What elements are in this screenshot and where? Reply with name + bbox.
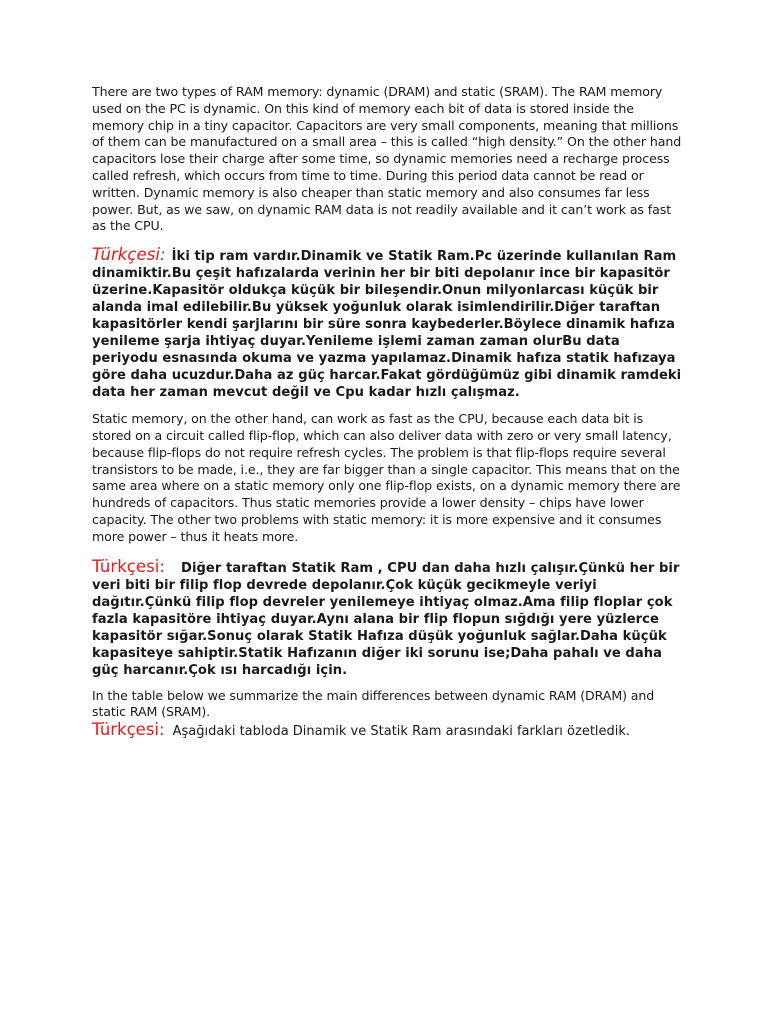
- english-paragraph-2: Static memory, on the other hand, can work as fast as the CPU, because each data bit is stored on a circuit called flip-flop, which can also deliver data with zero or very small latency, because flip-flops do not require refresh cycles. The problem is that flip-flops require several transistors to be made, i.e., they are far bigger than a single capacitor. This means that on the same area where on a static memory only one flip-flop exists, on a dynamic memory there are hundreds of capacitors. Thus static memories provide a lower density – chips have lower capacity. The other two problems with static memory: it is more expensive and it consumes more power – thus it heats more.: [92, 411, 681, 544]
- turkish-paragraph-2: [92, 558, 682, 679]
- turkish-text: Aşağıdaki tabloda Dinamik ve Statik Ram arasındaki farkları özetledik.: [172, 724, 631, 740]
- turkish-paragraph-1: [92, 246, 682, 401]
- turkish-label: Türkçesi:: [92, 556, 166, 576]
- document-page: [92, 84, 682, 740]
- turkish-label: Türkçesi:: [92, 720, 165, 740]
- turkish-text: Diğer taraftan Statik Ram , CPU dan daha hızlı çalışır.Çünkü her bir veri biti bir filip flop devrede depolanır.Çok küçük gecikmeyle veriyi dağıtır.Çünkü filip flop devreler yenilemeye ihtiyaç olmaz.Ama filip floplar çok fazla kapasitöre ihtiyaç duyar.Aynı alana bir flip flopun sığdığı yere yüzlerce kapasitör sığar.Sonuç olarak Statik Hafıza düşük yoğunluk sağlar.Daha küçük kapasiteye sahiptir.Statik Hafızanın diğer iki sorunu ise;Daha pahalı ve daha güç harcanır.Çok ısı harcadığı için.: [92, 560, 680, 678]
- english-paragraph-3: In the table below we summarize the main differences between dynamic RAM (DRAM) and static RAM (SRAM).: [92, 687, 655, 720]
- turkish-label: Türkçesi:: [92, 245, 166, 265]
- turkish-paragraph-3: [92, 721, 682, 740]
- turkish-text: İki tip ram vardır.Dinamik ve Statik Ram.Pc üzerinde kullanılan Ram dinamiktir.Bu çeşit hafızalarda verinin her bir biti depolanır ince bir kapasitör üzerine.Kapasitör oldukça küçük bir bileşendir.Onun milyonlarcası küçük bir alanda imal edilebilir.Bu yüksek yoğunluk olarak isimlendirilir.Diğer taraftan kapasitörler kendi şarjlarını bir süre sonra kaybederler.Böylece dinamik hafıza yenileme şarja ihtiyaç duyar.Yenileme işlemi zaman zaman olurBu data periyodu esnasında okuma ve yazma yapılamaz.Dinamik hafıza statik hafızaya göre daha ucuzdur.Daha az güç harcar.Fakat gördüğümüz gibi dinamik ramdeki data her zaman mevcut değil ve Cpu kadar hızlı çalışmaz.: [92, 249, 682, 401]
- english-paragraph-1: There are two types of RAM memory: dynamic (DRAM) and static (SRAM). The RAM memory used on the PC is dynamic. On this kind of memory each bit of data is stored inside the memory chip in a tiny capacitor. Capacitors are very small components, meaning that millions of them can be manufactured on a small area – this is called “high density.” On the other hand capacitors lose their charge after some time, so dynamic memories need a recharge process called refresh, which occurs from time to time. During this period data cannot be read or written. Dynamic memory is also cheaper than static memory and also consumes far less power. But, as we saw, on dynamic RAM data is not readily available and it can’t work as fast as the CPU.: [92, 84, 682, 234]
